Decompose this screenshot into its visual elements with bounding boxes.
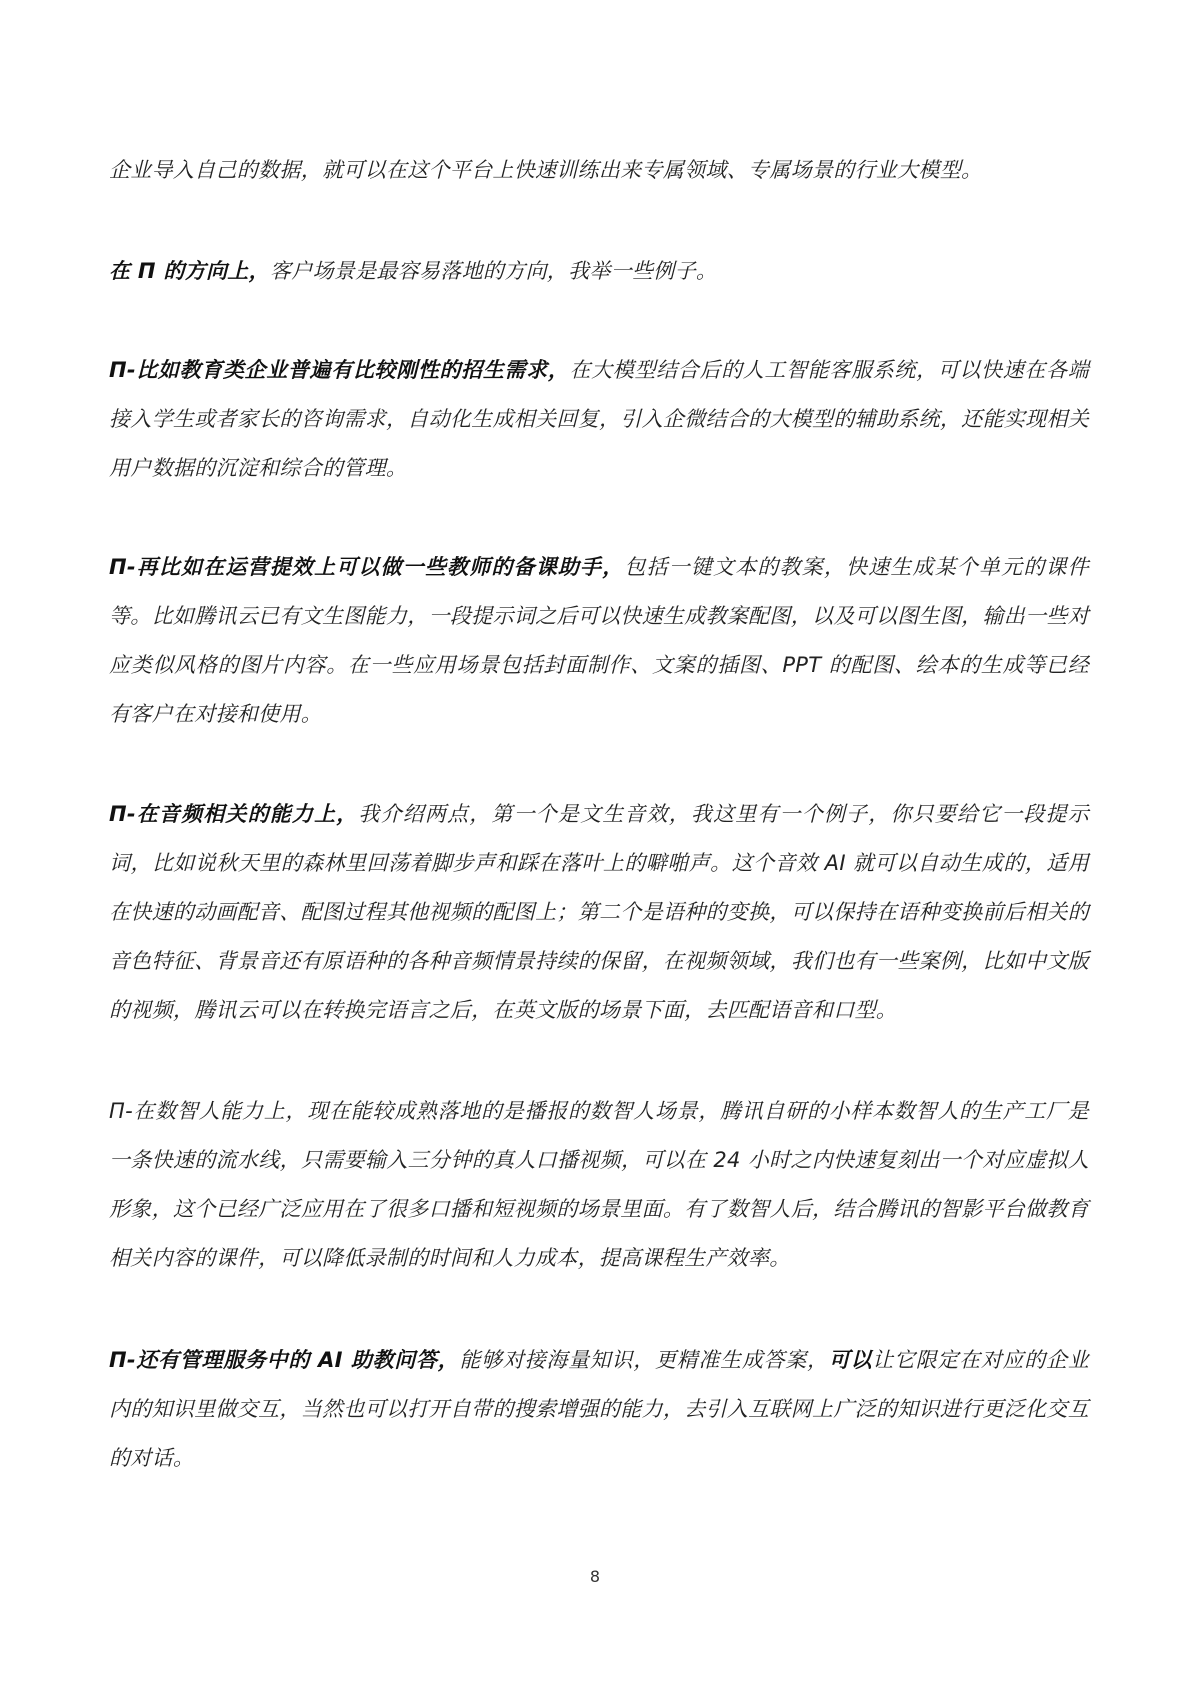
paragraph-4 [109, 543, 1089, 739]
paragraph-6-text: Π-在数智人能力上，现在能较成熟落地的是播报的数智人场景，腾讯自研的小样本数智人的生产工厂是一条快速的流水线，只需要输入三分钟的真人口播视频，可以在 24 小时之内快速复刻出一个对应虚拟人形象，这个已经广泛应用在了很多口播和短视频的场景里面。有了数智人后，结合腾讯的智影平台做教育相关内容的课件，可以降低录制的时间和人力成本，提高课程生产效率。 [109, 1099, 1089, 1270]
paragraph-3-text: 在大模型结合后的人工智能客服系统，可以快速在各端接入学生或者家长的咨询需求，自动化生成相关回复，引入企微结合的大模型的辅助系统，还能实现相关用户数据的沉淀和综合的管理。 [109, 358, 1089, 480]
paragraph-7-text-2: 让它限定在对应的企业内的知识里做交互，当然也可以打开自带的搜索增强的能力，去引入互联网上广泛的知识进行更泛化交互的对话。 [109, 1348, 1090, 1470]
paragraph-4-text: 包括一键文本的教案，快速生成某个单元的课件等。比如腾讯云已有文生图能力，一段提示词之后可以快速生成教案配图，以及可以图生图，输出一些对应类似风格的图片内容。在一些应用场景包括封面制作、文案的插图、PPT 的配图、绘本的生成等已经有客户在对接和使用。 [109, 555, 1089, 726]
paragraph-2-text: 客户场景是最容易落地的方向，我举一些例子。 [269, 259, 718, 283]
paragraph-3-lead: Π-比如教育类企业普遍有比较刚性的招生需求， [109, 358, 570, 382]
paragraph-2 [109, 247, 1089, 296]
paragraph-3 [109, 346, 1089, 493]
paragraph-1 [109, 146, 1089, 195]
paragraph-5-text: 我介绍两点，第一个是文生音效，我这里有一个例子，你只要给它一段提示词，比如说秋天里的森林里回荡着脚步声和踩在落叶上的噼啪声。这个音效 AI 就可以自动生成的，适用在快速的动画配音、配图过程其他视频的配图上；第二个是语种的变换，可以保持在语种变换前后相关的音色特征、背景音还有原语种的各种音频情景持续的保留，在视频领域，我们也有一些案例，比如中文版的视频，腾讯云可以在转换完语言之后，在英文版的场景下面，去匹配语音和口型。 [109, 802, 1090, 1022]
paragraph-2-lead: 在 Π 的方向上， [109, 259, 270, 283]
paragraph-5 [109, 790, 1089, 1035]
paragraph-7-text: 能够对接海量知识，更精准生成答案， [459, 1348, 829, 1372]
paragraph-6 [109, 1087, 1089, 1283]
paragraph-7 [109, 1336, 1089, 1483]
page-number: 8 [589, 1567, 601, 1586]
paragraph-4-lead: Π-再比如在运营提效上可以做一些教师的备课助手， [109, 555, 625, 579]
paragraph-1-text: 企业导入自己的数据，就可以在这个平台上快速训练出来专属领域、专属场景的行业大模型。 [109, 158, 983, 182]
paragraph-7-lead-2: 可以 [828, 1348, 873, 1372]
paragraph-7-lead: Π-还有管理服务中的 AI 助教问答， [109, 1348, 460, 1372]
paragraph-5-lead: Π-在音频相关的能力上， [109, 802, 359, 826]
